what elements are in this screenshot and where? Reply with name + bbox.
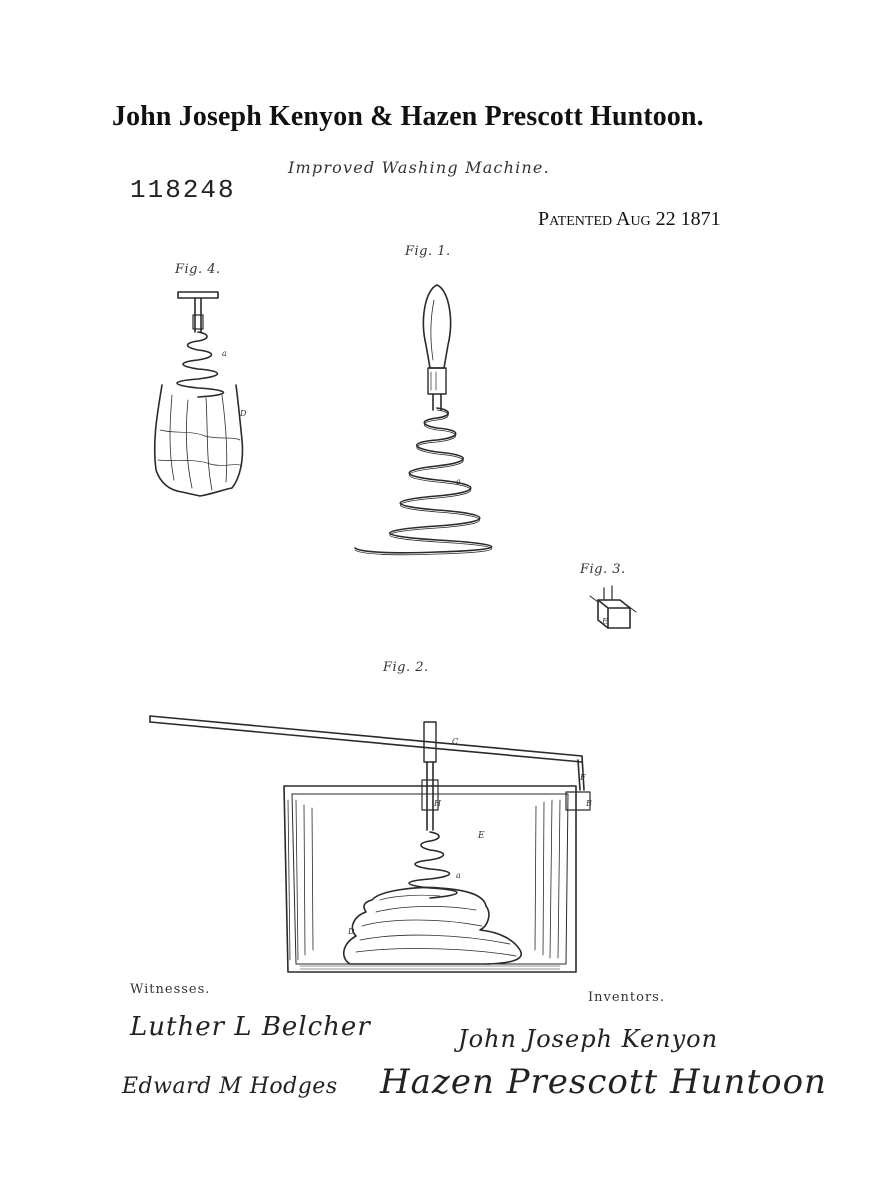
svg-text:a: a [456, 477, 461, 486]
patent-number: 118248 [130, 175, 236, 205]
fig3-label: Fig. 3. [580, 562, 626, 577]
inventors-title: John Joseph Kenyon & Hazen Prescott Huntoon. [112, 100, 704, 132]
patent-date: Patented Aug 22 1871 [538, 208, 721, 230]
inventors-label: Inventors. [588, 990, 665, 1005]
fig3-bracket-drawing [590, 586, 636, 628]
svg-text:a: a [456, 871, 461, 880]
fig4-t-handle [178, 292, 218, 298]
inventor-signature: John Joseph Kenyon [458, 1025, 719, 1053]
fig2-lever-bar [150, 716, 582, 762]
fig1-handle [423, 285, 450, 368]
svg-text:D: D [240, 409, 247, 418]
svg-text:E: E [602, 617, 608, 626]
svg-text:B: B [586, 799, 592, 808]
witness-signature: Edward M Hodges [122, 1074, 338, 1099]
fig4-cloth [155, 385, 243, 496]
svg-text:H: H [434, 799, 441, 808]
fig2-washing-tub-drawing [150, 716, 592, 972]
invention-title: Improved Washing Machine. [288, 158, 550, 177]
fig1-spring-washer-drawing [355, 285, 492, 555]
svg-text:F: F [580, 773, 586, 782]
inventor-signature: Hazen Prescott Huntoon [380, 1062, 827, 1102]
fig4-spring-with-cloth-drawing [155, 292, 247, 496]
svg-text:a: a [222, 349, 227, 358]
fig1-handle-shading [431, 300, 434, 360]
fig4-label: Fig. 4. [175, 262, 221, 277]
fig4-spring-coils [177, 332, 224, 397]
witness-signature: Luther L Belcher [130, 1012, 371, 1042]
svg-text:C: C [452, 737, 459, 746]
fig1-label: Fig. 1. [405, 244, 451, 259]
svg-text:E: E [478, 831, 485, 841]
svg-text:D: D [348, 927, 355, 936]
witnesses-label: Witnesses. [130, 982, 211, 997]
fig2-label: Fig. 2. [383, 660, 429, 675]
